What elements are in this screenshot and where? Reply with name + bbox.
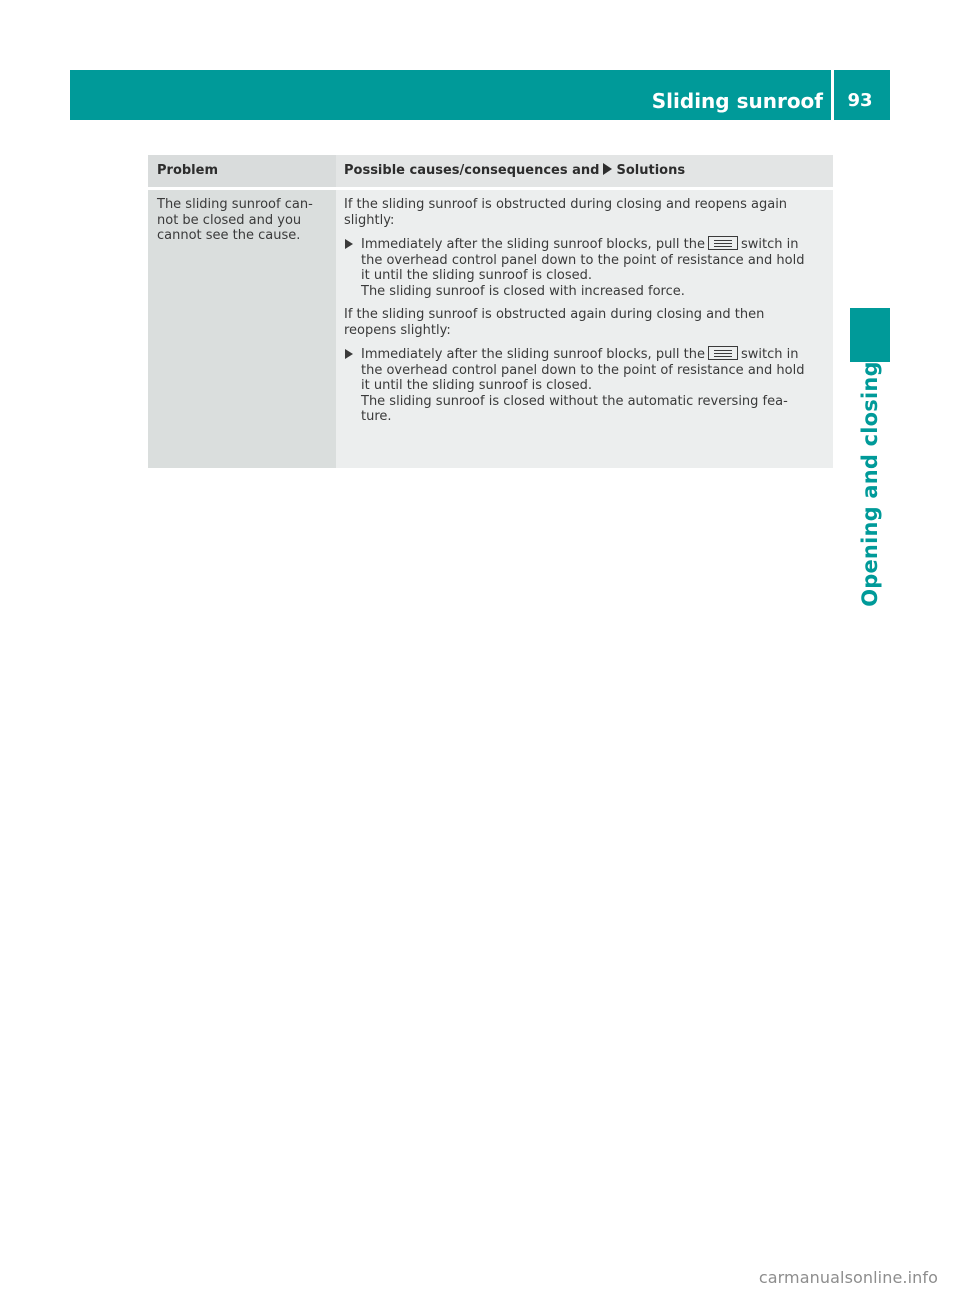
step-text: Immediately after the sliding sunroof blocks, pull the [361,347,705,362]
instruction-step-1 [344,236,830,299]
table-row [148,190,833,468]
problem-text [157,197,332,244]
header-solutions-prefix: Possible causes/consequences and [344,163,600,178]
header-cell-solutions [344,163,685,178]
header-cell-problem: Problem [157,163,218,178]
header-solutions-suffix: Solutions [616,163,686,178]
header-divider [831,70,834,120]
step-line [361,236,830,253]
text-line: reopens slightly: [344,322,451,338]
text-line: If the sliding sunroof is obstructed again during closing and then [344,307,765,322]
step-arrow-icon [345,239,353,249]
instruction-step-2 [344,346,830,425]
problem-line: cannot see the cause. [157,228,301,243]
step-result: ture. [361,409,392,424]
problem-line: not be closed and you [157,212,302,228]
section-title: Sliding sunroof [651,89,823,113]
problem-cell [148,190,336,468]
solutions-cell [344,197,830,433]
step-line: the overhead control panel down to the point of resistance and hold [361,362,805,378]
problem-line: The sliding sunroof can- [157,197,313,212]
text-line: If the sliding sunroof is obstructed during closing and reopens again [344,197,788,212]
chapter-tab-marker [850,308,890,362]
step-result: The sliding sunroof is closed with increased force. [361,283,685,299]
step-line: it until the sliding sunroof is closed. [361,268,593,283]
cause-paragraph-1 [344,197,830,228]
step-text: switch in [741,237,799,252]
text-line: slightly: [344,212,395,228]
cause-paragraph-2 [344,307,830,338]
step-line [361,346,830,363]
sunroof-switch-icon [708,236,738,250]
chapter-tab-label: Opening and closing [858,361,882,607]
page-header [70,70,890,120]
step-line: it until the sliding sunroof is closed. [361,378,593,393]
table-header-row [148,155,833,187]
troubleshooting-table [148,155,833,468]
watermark-text: carmanualsonline.info [758,1268,938,1287]
step-text: Immediately after the sliding sunroof blocks, pull the [361,237,705,252]
step-arrow-icon [345,349,353,359]
step-text: switch in [741,347,799,362]
sunroof-switch-icon [708,346,738,360]
step-line: the overhead control panel down to the point of resistance and hold [361,252,805,268]
page-number: 93 [847,90,873,111]
arrow-right-icon [603,163,612,175]
step-result: The sliding sunroof is closed without the automatic reversing fea- [361,393,788,409]
